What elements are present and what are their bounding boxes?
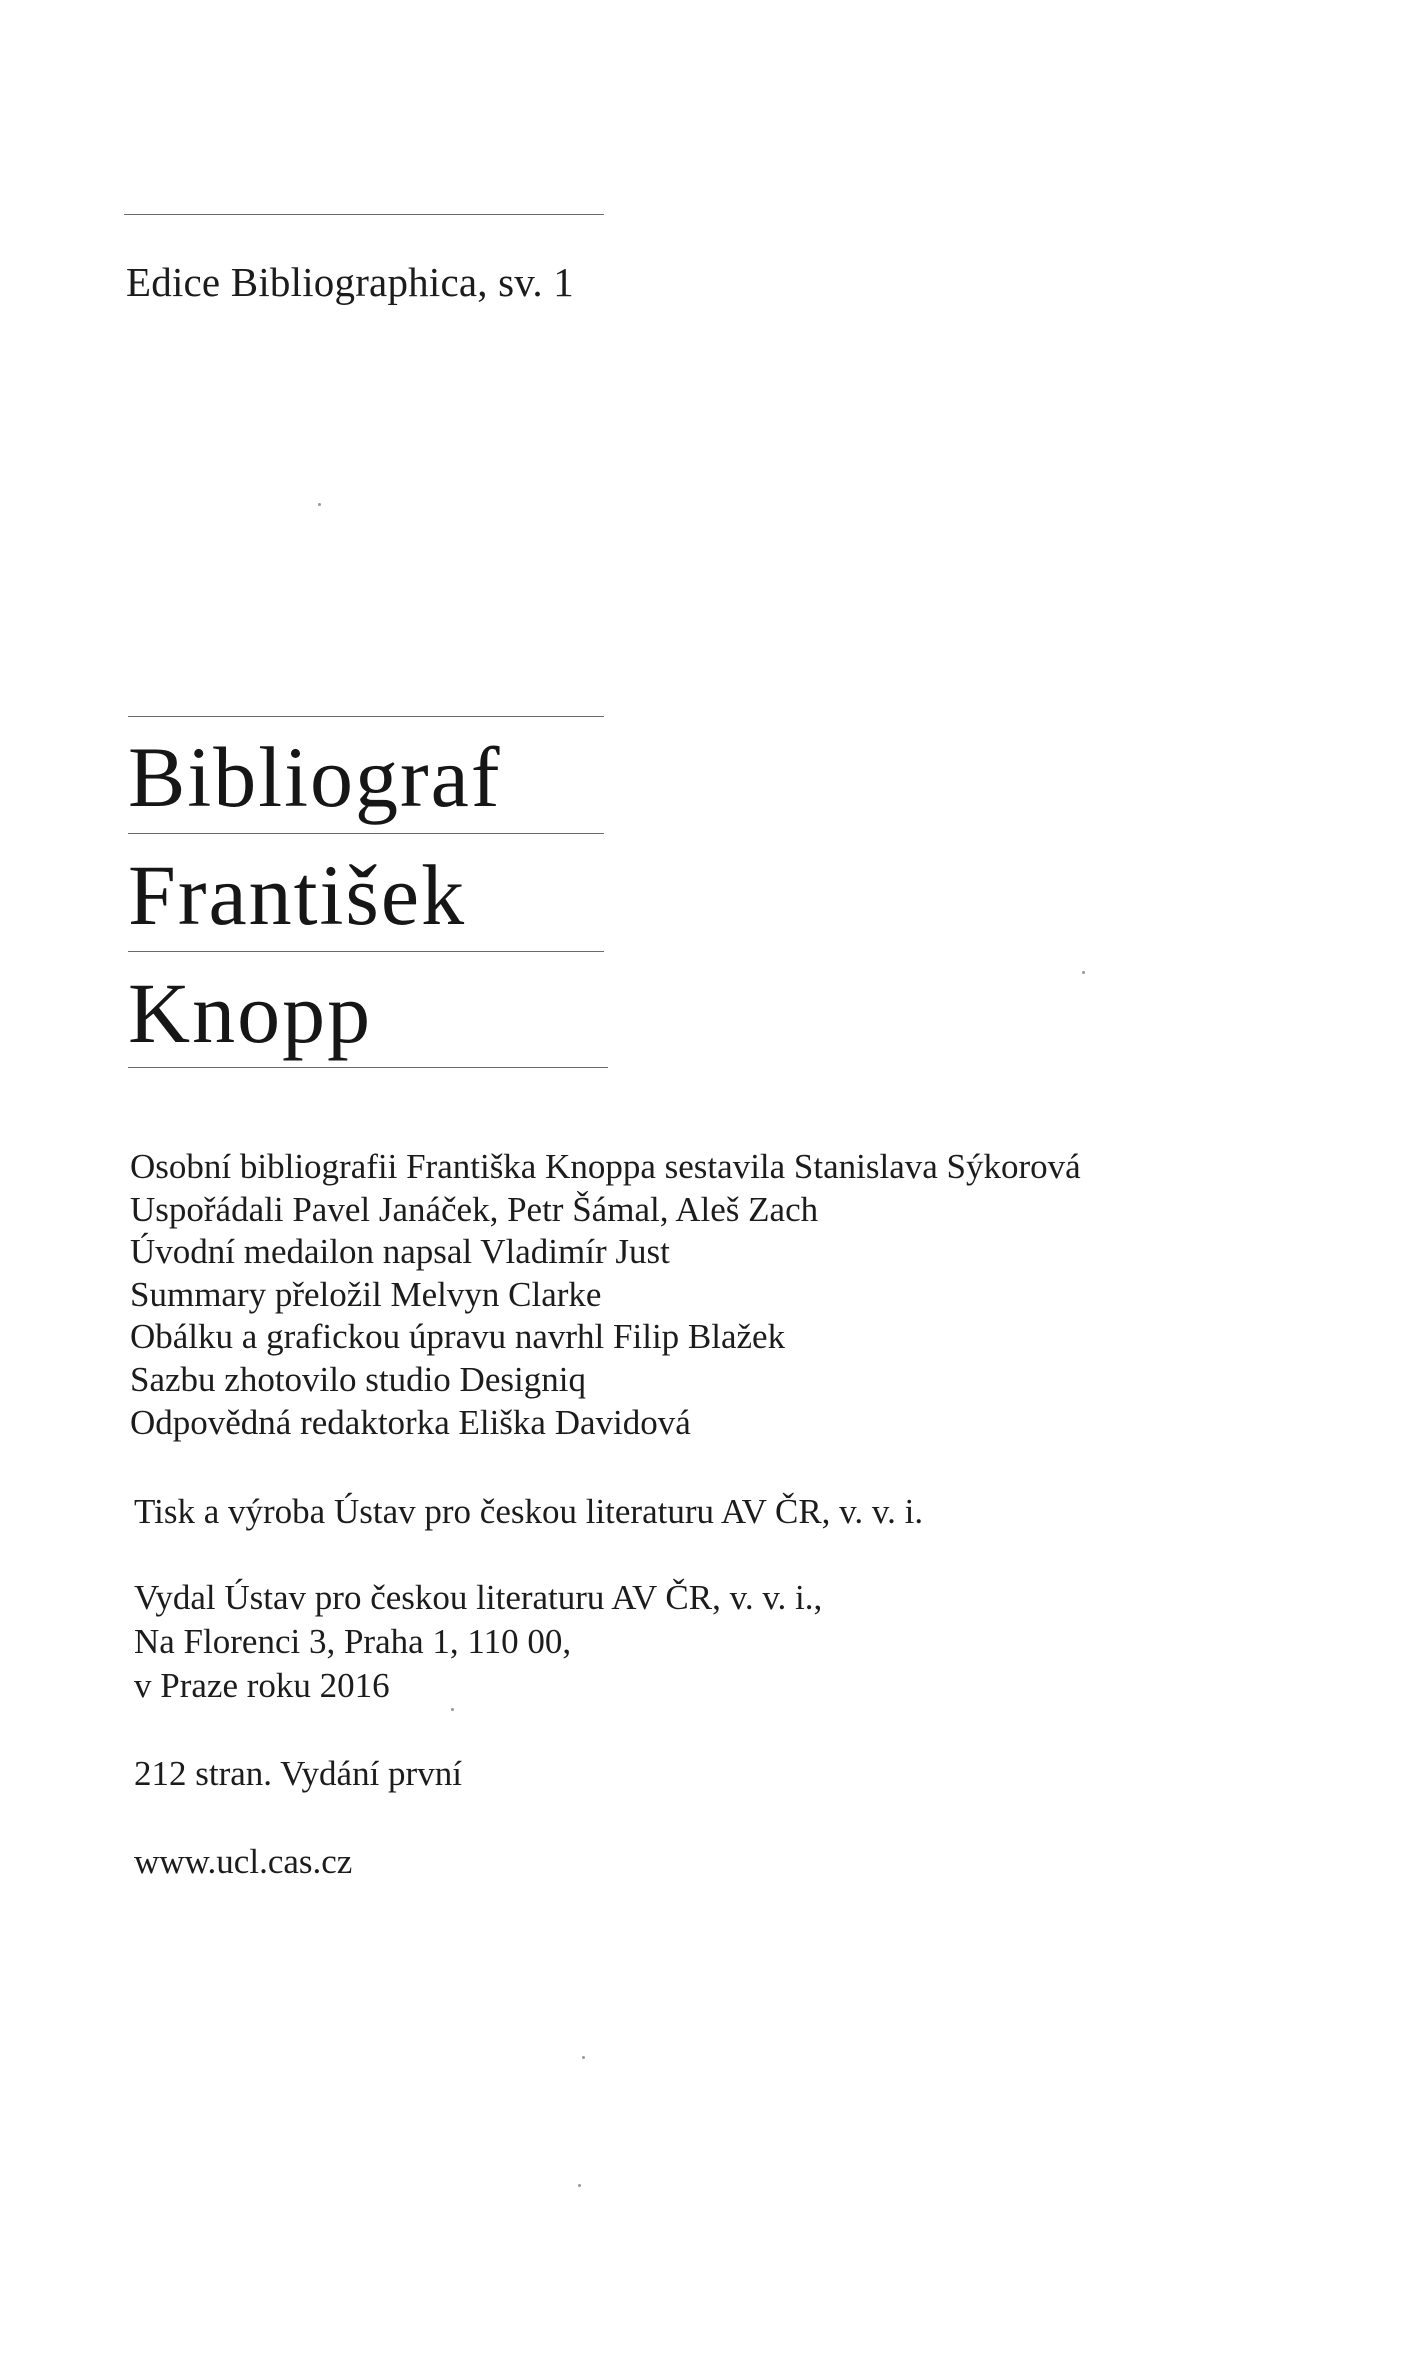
paper-speck bbox=[318, 503, 321, 506]
book-title-line-1: Bibliograf bbox=[128, 729, 502, 825]
paper-speck bbox=[1082, 971, 1085, 974]
book-title-line-2: František bbox=[128, 847, 467, 943]
credit-line: Obálku a grafickou úpravu navrhl Filip Blažek bbox=[130, 1317, 786, 1357]
printing-note bbox=[134, 1490, 923, 1534]
printing-line: Tisk a výroba Ústav pro českou literaturu AV ČR, v. v. i. bbox=[134, 1492, 924, 1531]
title-rule-top bbox=[128, 716, 604, 717]
series-title: Edice Bibliographica, sv. 1 bbox=[126, 259, 574, 305]
website-url[interactable]: www.ucl.cas.cz bbox=[134, 1842, 353, 1881]
title-rule-1 bbox=[128, 833, 604, 834]
publisher-block bbox=[134, 1576, 822, 1708]
credit-line: Summary přeložil Melvyn Clarke bbox=[130, 1274, 602, 1314]
website-link[interactable] bbox=[134, 1840, 352, 1884]
top-rule bbox=[124, 214, 604, 215]
publisher-line: Vydal Ústav pro českou literaturu AV ČR, v. v. i., bbox=[134, 1578, 823, 1617]
paper-speck bbox=[578, 2184, 581, 2187]
title-rule-3 bbox=[128, 1067, 608, 1068]
credits-list bbox=[130, 1146, 1081, 1444]
publisher-line: v Praze roku 2016 bbox=[134, 1666, 390, 1705]
title-rule-2 bbox=[128, 951, 604, 952]
publisher-line: Na Florenci 3, Praha 1, 110 00, bbox=[134, 1622, 572, 1661]
credit-line: Úvodní medailon napsal Vladimír Just bbox=[130, 1232, 670, 1272]
credit-line: Sazbu zhotovilo studio Designiq bbox=[130, 1359, 586, 1399]
credit-line: Osobní bibliografii Františka Knoppa sestavila Stanislava Sýkorová bbox=[130, 1147, 1081, 1186]
paper-speck bbox=[582, 2056, 585, 2059]
credit-line: Odpovědná redaktorka Eliška Davidová bbox=[130, 1402, 691, 1442]
edition-line: 212 stran. Vydání první bbox=[134, 1754, 462, 1793]
paper-speck bbox=[451, 1708, 454, 1711]
edition-note bbox=[134, 1752, 462, 1796]
book-title-line-3: Knopp bbox=[128, 965, 373, 1061]
credit-line: Uspořádali Pavel Janáček, Petr Šámal, Aleš Zach bbox=[130, 1189, 819, 1229]
